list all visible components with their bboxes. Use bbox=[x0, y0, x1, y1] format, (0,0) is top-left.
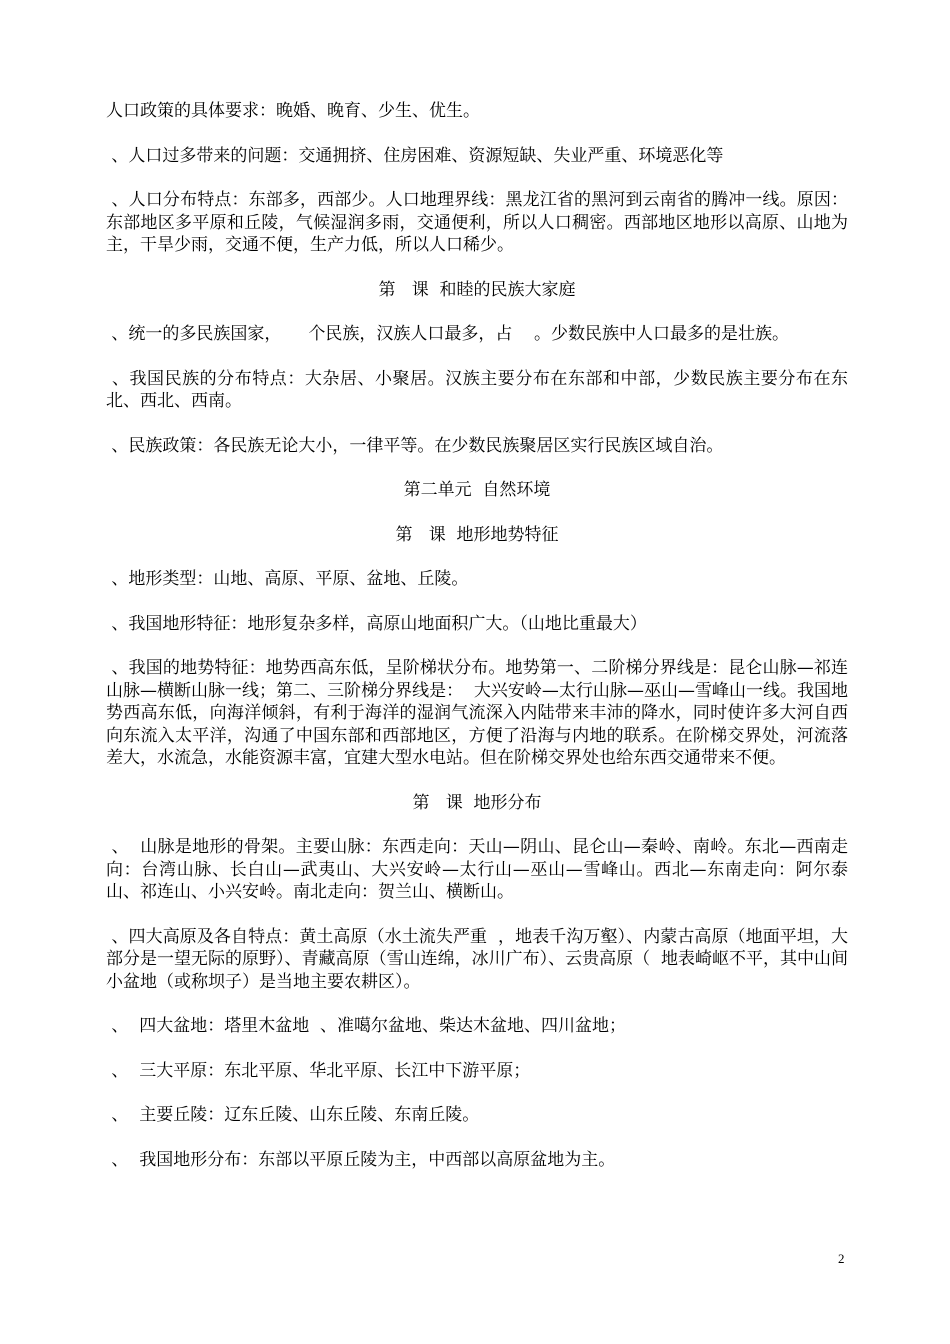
section-heading-terrain-features: 第 课 地形地势特征 bbox=[395, 524, 559, 545]
unit-heading-natural-environment: 第二单元 自然环境 bbox=[403, 480, 551, 500]
section-heading-terrain-distribution: 第 课 地形分布 bbox=[412, 792, 542, 813]
paragraph-terrain-types: 、地形类型：山地、高原、平原、盆地、丘陵。 bbox=[106, 569, 469, 589]
paragraph-terrain-distribution: 、 我国地形分布：东部以平原丘陵为主，中西部以高原盆地为主。 bbox=[106, 1149, 616, 1170]
paragraph-mountain-ranges: 、 山脉是地形的骨架。主要山脉：东西走向：天山—阴山、昆仑山—秦岭、南岭。东北—西南走向：台湾山脉、长白山—武夷山、大兴安岭—太行山—巫山—雪峰山。西北—东南走向：阿尔泰山、祁连山、小兴安岭。南北走向：贺兰山、横断山。 bbox=[106, 837, 848, 902]
paragraph-multi-ethnic-nation: 、统一的多民族国家， 个民族，汉族人口最多，占 。少数民族中人口最多的是壮族。 bbox=[106, 324, 790, 344]
paragraph-overpopulation-problems: 、人口过多带来的问题：交通拥挤、住房困难、资源短缺、失业严重、环境恶化等 bbox=[106, 145, 724, 166]
paragraph-population-distribution: 、人口分布特点：东部多，西部少。人口地理界线：黑龙江省的黑河到云南省的腾冲一线。原因：东部地区多平原和丘陵，气候湿润多雨，交通便利，所以人口稠密。西部地区地形以高原、山地为主，干旱少雨，交通不便，生产力低，所以人口稀少。 bbox=[106, 190, 849, 255]
paragraph-elevation-characteristics: 、我国的地势特征：地势西高东低，呈阶梯状分布。地势第一、二阶梯分界线是：昆仑山脉—祁连山脉—横断山脉一线；第二、三阶梯分界线是： 大兴安岭—太行山脉—巫山—雪峰山一线。我国地势西高东低，向海洋倾斜，有利于海洋的湿润气流深入内陆带来丰沛的降水，同时使许多大河自西向东流入太平洋，沟通了中国东部和西部地区，方便了沿海与内地的联系。在阶梯交界处，河流落差大，水流急，水能资源丰富，宜建大型水电站。但在阶梯交界处也给东西交通带来不便。 bbox=[106, 658, 849, 768]
paragraph-ethnic-policy: 、民族政策：各民族无论大小，一律平等。在少数民族聚居区实行民族区域自治。 bbox=[106, 435, 724, 456]
paragraph-four-basins: 、 四大盆地：塔里木盆地 、准噶尔盆地、柴达木盆地、四川盆地； bbox=[106, 1016, 627, 1036]
page-number: 2 bbox=[838, 1251, 845, 1266]
page-body bbox=[106, 100, 848, 1193]
section-heading-ethnic-family: 第 课 和睦的民族大家庭 bbox=[378, 279, 576, 300]
paragraph-three-plains: 、 三大平原：东北平原、华北平原、长江中下游平原； bbox=[106, 1060, 531, 1081]
paragraph-terrain-characteristics: 、我国地形特征：地形复杂多样，高原山地面积广大。（山地比重最大） bbox=[106, 613, 647, 634]
paragraph-ethnic-distribution: 、我国民族的分布特点：大杂居、小聚居。汉族主要分布在东部和中部，少数民族主要分布在东北、西北、西南。 bbox=[106, 368, 849, 411]
paragraph-population-policy: 人口政策的具体要求：晚婚、晚育、少生、优生。 bbox=[106, 101, 480, 121]
paragraph-four-plateaus: 、四大高原及各自特点：黄土高原（水土流失严重 ，地表千沟万壑）、内蒙古高原（地面平坦，大部分是一望无际的原野）、青藏高原（雪山连绵，冰川广布）、云贵高原（ 地表崎岖不平，其中山间小盆地（或称坝子）是当地主要农耕区）。 bbox=[106, 926, 848, 992]
paragraph-main-hills: 、 主要丘陵：辽东丘陵、山东丘陵、东南丘陵。 bbox=[106, 1105, 480, 1125]
